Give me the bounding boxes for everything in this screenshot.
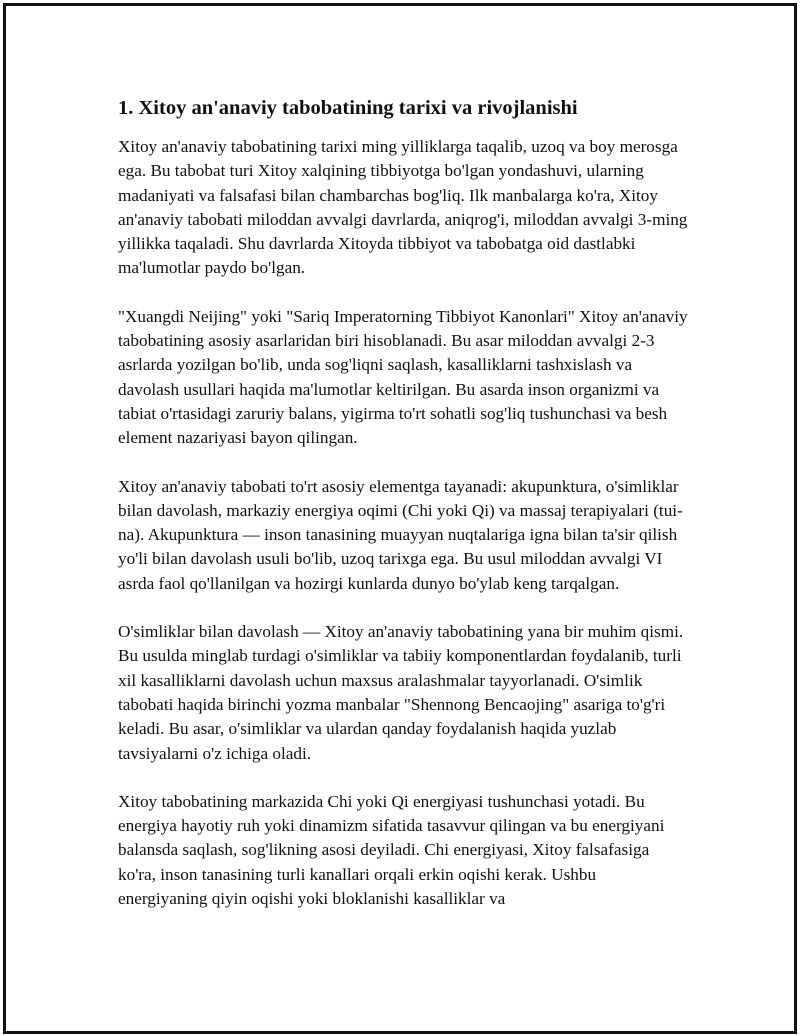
document-body <box>118 94 688 935</box>
paragraph-four-elements: Xitoy an'anaviy tabobati to'rt asosiy elementga tayanadi: akupunktura, o'simliklar bilan davolash, markaziy energiya oqimi (Chi yoki Qi) va massaj terapiyalari (tui-na). Akupunktura — inson tanasining muayyan nuqtalariga igna bilan ta'sir qilish yo'li bilan davolash usuli bo'lib, uzoq tarixga ega. Bu usul miloddan avvalgi VI asrda faol qo'llanilgan va hozirgi kunlarda dunyo bo'ylab keng tarqalgan. <box>118 476 683 593</box>
paragraph-qi-energy: Xitoy tabobatining markazida Chi yoki Qi energiyasi tushunchasi yotadi. Bu energiya hayotiy ruh yoki dinamizm sifatida tasavvur qilingan va bu energiyani balansda saqlash, sog'likning asosi deyiladi. Chi energiyasi, Xitoy falsafasiga ko'ra, inson tanasining turli kanallari orqali erkin oqishi kerak. Ushbu energiyaning qiyin oqishi yoki bloklanishi kasalliklar va <box>118 791 665 909</box>
paragraph-huangdi-neijing: "Xuangdi Neijing" yoki "Sariq Imperatorning Tibbiyot Kanonlari" Xitoy an'anaviy tabobatining asosiy asarlaridan biri hisoblanadi. Bu asar miloddan avvalgi 2-3 asrlarda yozilgan bo'lib, unda sog'liqni saqlash, kasalliklarni tashxislash va davolash usullari haqida ma'lumotlar keltirilgan. Bu asarda inson organizmi va tabiat o'rtasidagi zaruriy balans, yigirma to'rt sohatli sog'liq tushunchasi va besh element nazariyasi bayon qilingan. <box>118 306 688 448</box>
paragraph-history: Xitoy an'anaviy tabobatining tarixi ming yilliklarga taqalib, uzoq va boy merosga ega. Bu tabobat turi Xitoy xalqining tibbiyotga bo'lgan yondashuvi, ularning madaniyati va falsafasi bilan chambarchas bog'liq. Ilk manbalarga ko'ra, Xitoy an'anaviy tabobati miloddan avvalgi davrlarda, aniqrog'i, miloddan avvalgi 3-ming yillikka taqaladi. Shu davrlarda Xitoyda tibbiyot va tabobatga oid dastlabki ma'lumotlar paydo bo'lgan. <box>118 137 688 278</box>
paragraph-herbal-medicine: O'simliklar bilan davolash — Xitoy an'anaviy tabobatining yana bir muhim qismi. Bu usulda minglab turdagi o'simliklar va tabiiy komponentlardan foydalanib, turli xil kasalliklarni davolash uchun maxsus aralashmalar tayyorlanadi. O'simlik tabobati haqida birinchi yozma manbalar "Shennong Bencaojing" asariga to'g'ri keladi. Bu asar, o'simliklar va ulardan qanday foydalanish haqida yuzlab tavsiyalarni o'z ichiga oladi. <box>118 622 684 763</box>
section-heading: 1. Xitoy an'anaviy tabobatining tarixi va rivojlanishi <box>118 97 578 119</box>
